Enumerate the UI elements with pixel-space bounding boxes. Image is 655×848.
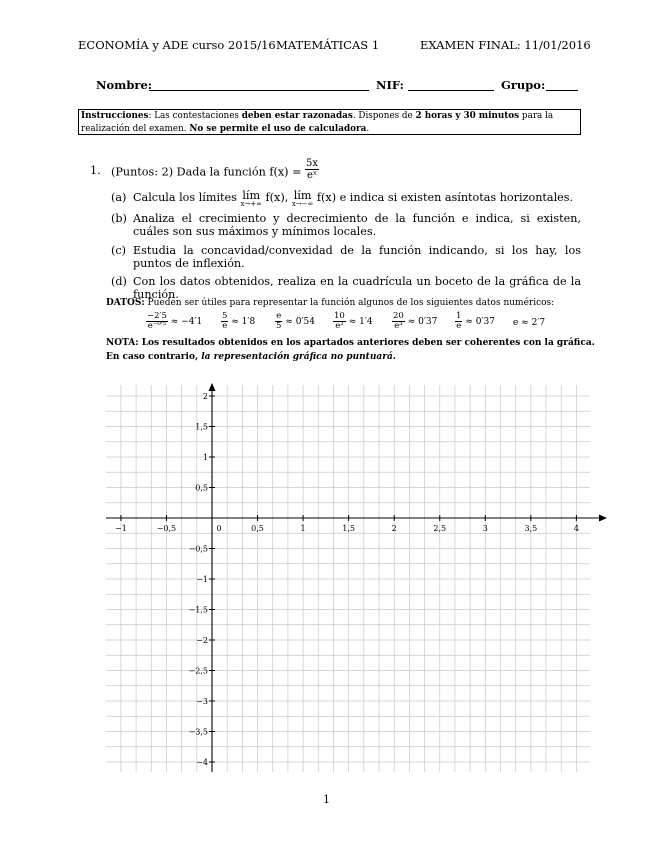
- datos-3-approx: ≈ 0′54: [285, 317, 315, 327]
- x-tick-label: 0: [216, 524, 222, 533]
- datos-5-den: e³: [394, 321, 403, 331]
- subitem-a-tag: (a): [111, 191, 127, 204]
- datos-text: Pueden ser útiles para representar la función algunos de los siguientes datos numéricos:: [144, 298, 555, 308]
- nif-label: NIF:: [376, 78, 404, 92]
- datos-4-num: 10: [334, 311, 345, 321]
- limit-2-op: lím: [293, 189, 312, 202]
- y-tick-label: −1,5: [188, 605, 208, 615]
- instructions-reasoned: deben estar razonadas: [241, 111, 353, 121]
- subject-header: MATEMÁTICAS 1: [276, 38, 380, 52]
- datos-1-den: e⁻⁰′⁵: [147, 321, 167, 331]
- y-tick-label: −1: [196, 575, 208, 584]
- y-tick-label: 1: [202, 453, 208, 462]
- x-tick-label: −0,5: [156, 524, 177, 533]
- datos-value-7: e ≈ 2′7: [513, 318, 546, 328]
- y-tick-label: −2,5: [188, 666, 208, 676]
- y-tick-label: −3: [196, 697, 208, 706]
- limit-2-sub: x→−∞: [291, 200, 314, 208]
- datos-2-num: 5: [222, 311, 228, 321]
- limit-1-sub: x→+∞: [240, 200, 262, 208]
- y-tick-label: −3,5: [188, 727, 208, 737]
- nota-text-2: En caso contrario,: [106, 352, 202, 362]
- name-label: Nombre:: [96, 78, 153, 92]
- subitem-a-post: f(x) e indica si existen asíntotas horizontales.: [313, 191, 574, 204]
- x-tick-label: 3,5: [524, 524, 538, 533]
- x-tick-label: −1: [115, 524, 127, 533]
- instructions-text-2: . Dispones de: [352, 111, 416, 121]
- grid-lines: [106, 385, 590, 772]
- subitem-c-tag: (c): [111, 244, 126, 257]
- datos-4-den: e²: [335, 321, 344, 331]
- y-axis-arrow-icon: [209, 383, 216, 391]
- x-tick-label: 1: [300, 524, 306, 533]
- x-tick-label: 3: [482, 524, 488, 533]
- datos-5-num: 20: [393, 311, 404, 321]
- datos-2-den: e: [222, 321, 228, 331]
- datos-4-approx: ≈ 1′4: [348, 317, 373, 327]
- y-tick-label: 2: [202, 392, 208, 401]
- instructions-text-3: para la realización del examen.: [81, 111, 554, 134]
- nota-label: NOTA:: [106, 338, 139, 348]
- datos-label: DATOS:: [106, 298, 145, 308]
- subitem-d-tag: (d): [111, 275, 127, 288]
- y-tick-label: 1,5: [195, 422, 208, 432]
- course-header: ECONOMÍA y ADE curso 2015/16: [78, 38, 276, 52]
- subitem-a-pre: Calcula los límites: [133, 191, 241, 204]
- y-tick-label: −4: [196, 758, 208, 767]
- instructions-text-4: .: [366, 124, 370, 134]
- subitem-b-text: Analiza el crecimiento y decrecimiento de la función e indica, si existen, cuáles son sus máximos y mínimos locales.: [133, 212, 581, 238]
- limit-1-op: lím: [242, 189, 261, 202]
- instructions-title: Instrucciones: [81, 111, 149, 121]
- datos-5-approx: ≈ 0′37: [407, 317, 438, 327]
- y-tick-label: 0,5: [195, 483, 208, 493]
- y-tick-label: −2: [196, 636, 208, 645]
- datos-3-num: e: [276, 311, 282, 321]
- exam-date-header: EXAMEN FINAL: 11/01/2016: [420, 38, 591, 52]
- datos-1-num: −2′5: [147, 311, 167, 321]
- instructions-no-calculator: No se permite el uso de calculadora: [189, 124, 367, 134]
- page-number: 1: [323, 793, 330, 806]
- subitem-d-text: Con los datos obtenidos, realiza en la cuadrícula un boceto de la gráfica de la función.: [133, 275, 581, 301]
- question-number: 1.: [90, 164, 101, 177]
- x-tick-label: 2: [391, 524, 397, 533]
- datos-1-approx: ≈ −4′1: [170, 317, 203, 327]
- question-statement: (Puntos: 2) Dada la función f(x) =: [111, 165, 302, 179]
- x-tick-label: 0,5: [251, 524, 264, 533]
- datos-2-approx: ≈ 1′8: [231, 317, 256, 327]
- datos-6-den: e: [456, 321, 462, 331]
- y-tick-label: −0,5: [188, 544, 208, 554]
- nota-text-1: Los resultados obtenidos en los apartados anteriores deben ser coherentes con la gráfica.: [138, 338, 595, 348]
- x-tick-label: 2,5: [433, 524, 447, 533]
- x-axis-arrow-icon: [599, 515, 607, 522]
- group-label: Grupo:: [501, 78, 546, 92]
- subitem-b-tag: (b): [111, 212, 127, 225]
- tick-labels: [115, 392, 579, 767]
- datos-3-den: 5: [276, 321, 282, 331]
- instructions-text-1: : Las contestaciones: [148, 111, 242, 121]
- subitem-a-mid: f(x),: [261, 191, 292, 204]
- function-numerator: 5x: [306, 158, 319, 169]
- datos-6-num: 1: [456, 311, 462, 321]
- x-tick-label: 1,5: [342, 524, 356, 533]
- function-denominator: eˣ: [306, 170, 318, 181]
- nota-text-2-italic: la representación gráfica no puntuará.: [201, 352, 396, 362]
- datos-6-approx: ≈ 0′37: [465, 317, 495, 327]
- axes: [106, 383, 607, 772]
- instructions-time: 2 horas y 30 minutos: [415, 111, 520, 121]
- subitem-c-text: Estudia la concavidad/convexidad de la función indicando, si los hay, los puntos de inflexión.: [133, 244, 581, 270]
- x-tick-label: 4: [573, 524, 579, 533]
